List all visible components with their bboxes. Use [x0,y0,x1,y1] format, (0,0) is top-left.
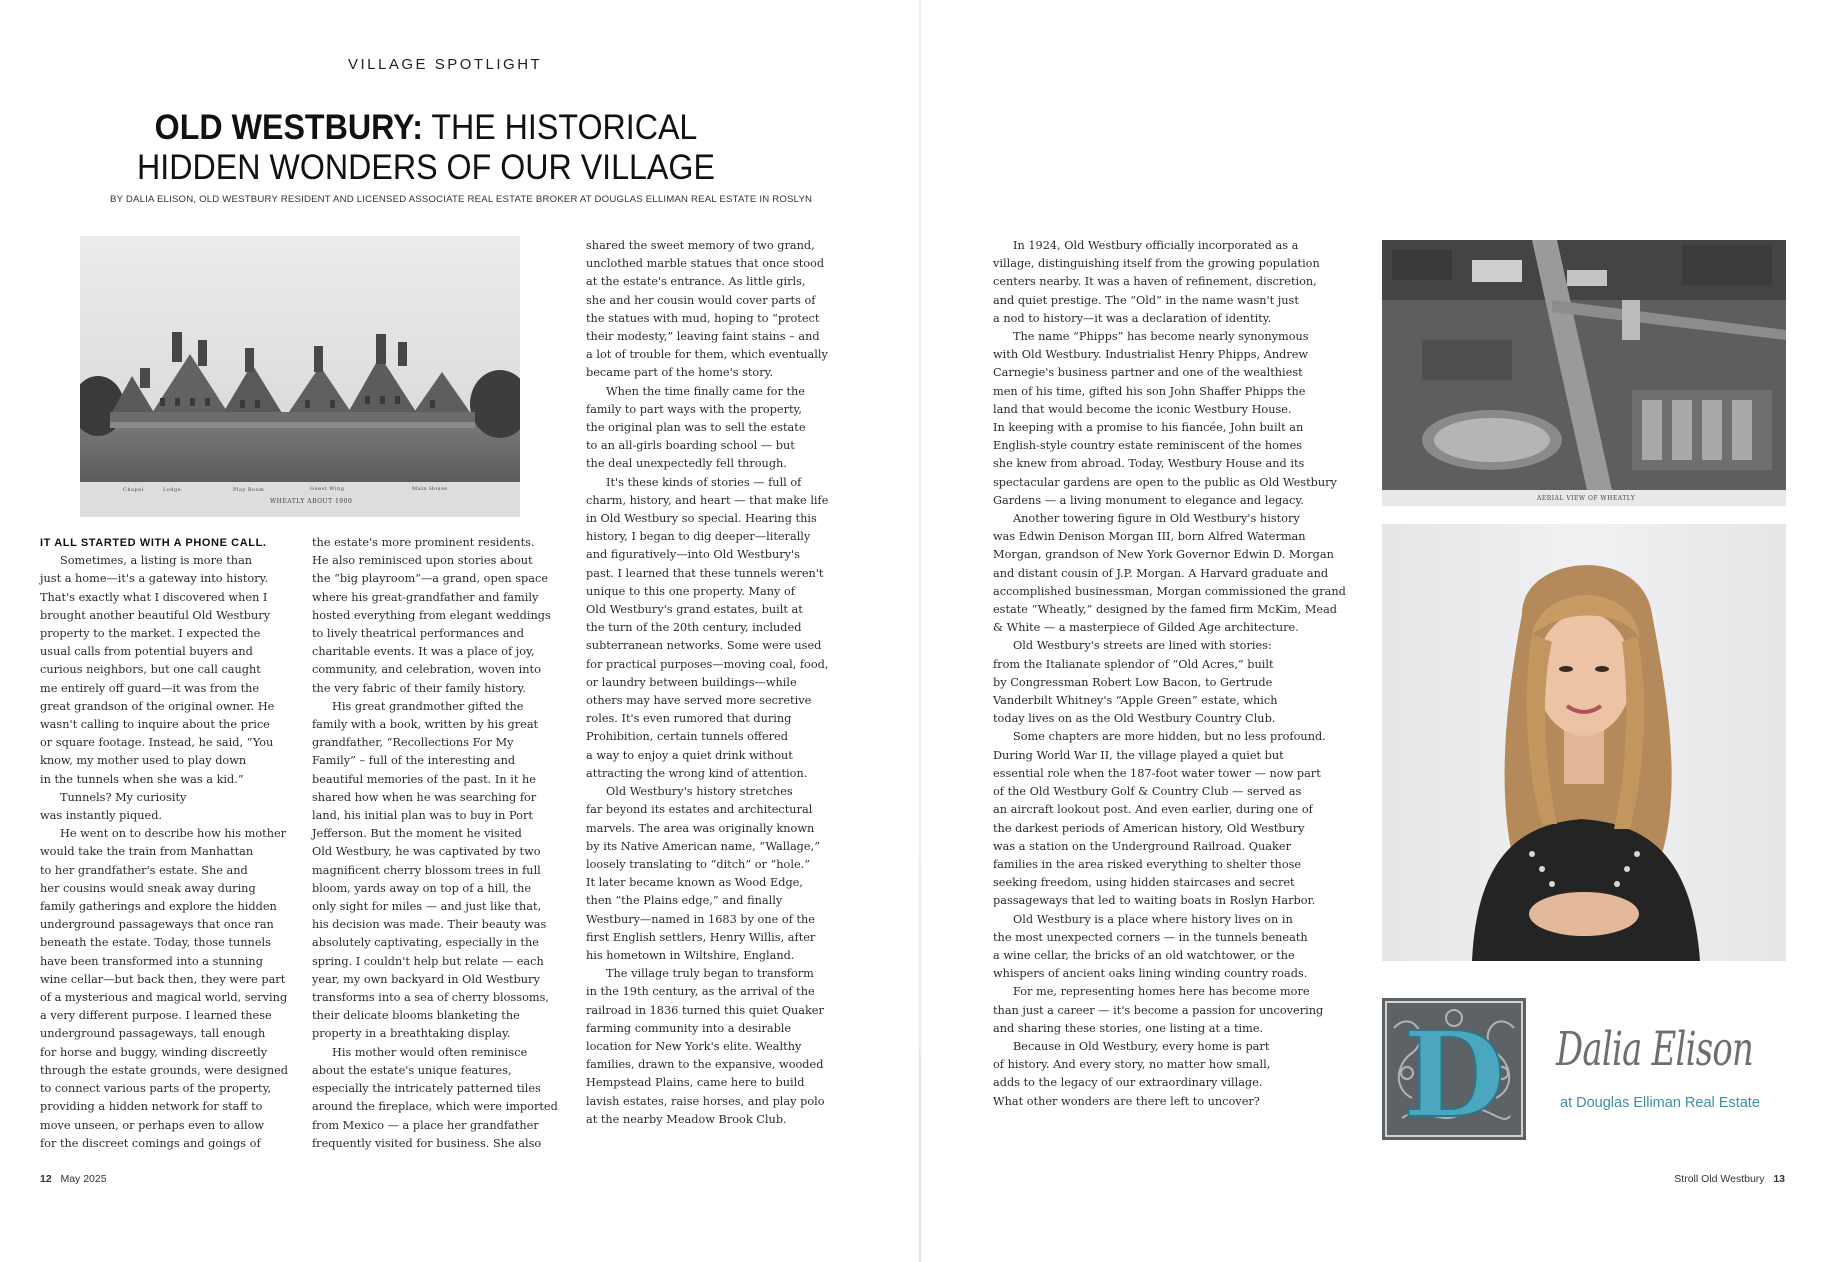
paragraph: Old Westbury's history stretches far beyond its estates and architectural marvels. The area was originally known by its Native American name, “Wallage,” loosely translating to “ditch” or “hole.” It later became known as Wood Edge, then “the Plains edge,” and finally Westbury—named in 1683 by one of the first English settlers, Henry Willis, after his hometown in Wiltshire, England. [586,785,820,962]
paragraph: Old Westbury is a place where history lives on in the most unexpected corners — in the tunnels beneath a wine cellar, the bricks of an old watchtower, or the whispers of ancient oaks lining winding country roads. [993,912,1308,981]
paragraph: He went on to describe how his mother would take the train from Manhattan to her grandfather's estate. She and her cousins would sneak away during family gatherings and explore the hidden underground passageways that once ran beneath the estate. Today, those tunnels have been transformed into a stunning wine cellar—but back then, they were part of a mysterious and magical world, serving a very different purpose. I learned these underground passageways, tall enough for horse and buggy, winding discreetly through the estate grounds, were designed to connect various parts of the property, providing a hidden network for staff to move unseen, or perhaps even to allow for the discreet comings and goings of [40,827,289,1150]
paragraph: Some chapters are more hidden, but no less profound. During World War II, the village played a quiet but essential role when the 187-foot water tower — now part of the Old Westbury Golf & Country Club — served as an aircraft lookout post. And even earlier, during one of the darkest periods of American history, Old Westbury was a station on the Underground Railroad. Quaker families in the area risked everything to shelter those seeking freedom, using hidden staircases and secret passageways that led to waiting boats in Roslyn Harbor. [993,730,1326,908]
lead-in: IT ALL STARTED WITH A PHONE CALL. [40,537,267,549]
paragraph: When the time finally came for the family to part ways with the property, the original plan was to sell the estate to an all-girls boarding school — but the deal unexpectedly fell through. [586,384,806,471]
section-kicker: VILLAGE SPOTLIGHT [348,56,543,73]
aerial-caption: AERIAL VIEW OF WHEATLY [1537,495,1636,502]
page-number-right: 13 [1773,1173,1785,1185]
svg-text:D: D [1402,1005,1506,1140]
mansion-label-playroom: Play Room [233,487,265,493]
ornament-d-icon [1382,998,1526,1140]
article-column-4 [993,237,1363,1111]
article-column-3 [586,237,838,1129]
publication-name: Stroll Old Westbury [1674,1173,1765,1185]
paragraph: Sometimes, a listing is more than just a home—it's a gateway into history. That's exactly what I discovered when I brought another beautiful Old Westbury property to the market. I expected the usual calls from potential buyers and curious neighbors, but one call caught me entirely off guard—it was from the great grandson of the original owner. He wasn't calling to inquire about the price or square footage. Instead, he said, “You know, my mother used to play down in the tunnels when she was a kid.” [40,554,275,786]
page-number-left: 12 [40,1173,52,1185]
signature-company: at Douglas Elliman Real Estate [1560,1095,1760,1111]
paragraph: His great grandmother gifted the family with a book, written by his great grandfather, “Recollections For My Family” – full of the interesting and beautiful memories of the past. In it he shared how when he was searching for land, his initial plan was to buy in Port Jefferson. But the moment he visited Old Westbury, he was captivated by two magnificent cherry blossom trees in full bloom, yards away on top of a hill, the only sight for miles — and just like that, his decision was made. Their beauty was absolutely captivating, especially in the spring. I couldn't help but relate — each year, my own backyard in Old Westbury transforms into a sea of cherry blossoms, their delicate blooms blanketing the property in a breathtaking display. [312,699,549,1041]
paragraph: Another towering figure in Old Westbury's history was Edwin Denison Morgan III, born Alfred Waterman Morgan, grandson of New York Governor Edwin D. Morgan and distant cousin of J.P. Morgan. A Harvard graduate and accomplished businessman, Morgan commissioned the grand estate “Wheatly,” designed by the famed firm McKim, Mead & White — a masterpiece of Gilded Age architecture. [993,512,1346,635]
footer-left [40,1173,107,1185]
paragraph: The name “Phipps” has become nearly synonymous with Old Westbury. Industrialist Henry Phipps, Andrew Carnegie's business partner and one of the wealthiest men of his time, gifted his son John Shaffer Phipps the land that would become the iconic Westbury House. In keeping with a promise to his fiancée, John built an English-style country estate reminiscent of the homes she knew from abroad. Today, Westbury House and its spectacular gardens are open to the public as Old Westbury Gardens — a living monument to elegance and legacy. [993,330,1337,507]
aerial-view-photo [1382,240,1786,506]
article-column-1 [40,534,292,1153]
mansion-caption: WHEATLY ABOUT 1900 [270,498,353,505]
mansion-label-chapel: Chapel [123,487,144,493]
paragraph: Tunnels? My curiosity was instantly piqued. [40,790,187,823]
paragraph: In 1924, Old Westbury officially incorporated as a village, distinguishing itself from the growing population centers nearby. It was a haven of refinement, discretion, and quiet prestige. The “Old” in the name wasn't just a nod to history—it was a declaration of identity. [993,239,1320,325]
footer-right [1674,1173,1785,1185]
aerial-illustration [1382,240,1786,506]
article-column-2 [312,534,564,1153]
article-title [122,108,729,188]
mansion-label-mainhouse: Main House [412,486,448,492]
decorative-initial-logo [1382,998,1526,1140]
article-title-bold: OLD WESTBURY: [154,108,423,147]
paragraph: For me, representing homes here has become more than just a career — it's become a passion for uncovering and sharing these stories, one listing at a time. [993,985,1324,1035]
portrait-illustration [1382,524,1786,961]
mansion-illustration [80,236,520,517]
article-title-rest: THE HISTORICAL HIDDEN WONDERS OF OUR VILLAGE [137,108,715,187]
paragraph: the estate's more prominent residents. He also reminisced upon stories about the “big playroom”—a grand, open space where his great-grandfather and family hosted everything from elegant weddings to lively theatrical performances and charitable events. It was a place of joy, community, and celebration, woven into the very fabric of their family history. [312,536,551,695]
mansion-label-guestwing: Guest Wing [310,486,345,492]
mansion-label-lodge: Lodge [163,487,182,493]
paragraph: Old Westbury's streets are lined with stories: from the Italianate splendor of “Old Acres,” built by Congressman Robert Low Bacon, to Gertrude Vanderbilt Whitney's “Apple Green” estate, which today lives on as the Old Westbury Country Club. [993,639,1278,726]
paragraph: It's these kinds of stories — full of charm, history, and heart — that make life in Old Westbury so special. Hearing this history, I began to dig deeper—literally and figuratively—into Old Westbury's past. I learned that these tunnels weren't unique to this one property. Many of Old Westbury's grand estates, built at the turn of the 20th century, included subterranean networks. Some were used for practical purposes—moving coal, food, or laundry between buildings—while others may have served more secretive roles. It's even rumored that during Prohibition, certain tunnels offered a way to enjoy a quiet drink without attracting the wrong kind of attention. [586,475,829,780]
author-portrait [1382,524,1786,961]
paragraph: Because in Old Westbury, every home is part of history. And every story, no matter how small, adds to the legacy of our extraordinary village. What other wonders are there left to uncover? [993,1039,1271,1108]
issue-date: May 2025 [60,1173,107,1185]
page-gutter [919,0,921,1262]
paragraph: shared the sweet memory of two grand, unclothed marble statues that once stood at the estate's entrance. As little girls, she and her cousin would cover parts of the statues with mud, hoping to “protect their modesty,” leaving faint stains – and a lot of trouble for them, which eventually became part of the home's story. [586,239,828,380]
signature-name: Dalia Elison [1556,1022,1754,1077]
paragraph: The village truly began to transform in the 19th century, as the arrival of the railroad in 1836 turned this quiet Quaker farming community into a desirable location for New York's elite. Wealthy families, drawn to the expansive, wooded Hempstead Plains, came here to build lavish estates, raise horses, and play polo at the nearby Meadow Brook Club. [586,967,825,1126]
paragraph: His mother would often reminisce about the estate's unique features, especially the intricately patterned tiles around the fireplace, which were imported from Mexico — a place her grandfather frequently visited for business. She also [312,1045,558,1150]
byline: BY DALIA ELISON, OLD WESTBURY RESIDENT AND LICENSED ASSOCIATE REAL ESTATE BROKER AT DOUGLAS ELLIMAN REAL ESTATE IN ROSLYN [110,194,813,205]
wheatly-mansion-photo [80,236,520,517]
